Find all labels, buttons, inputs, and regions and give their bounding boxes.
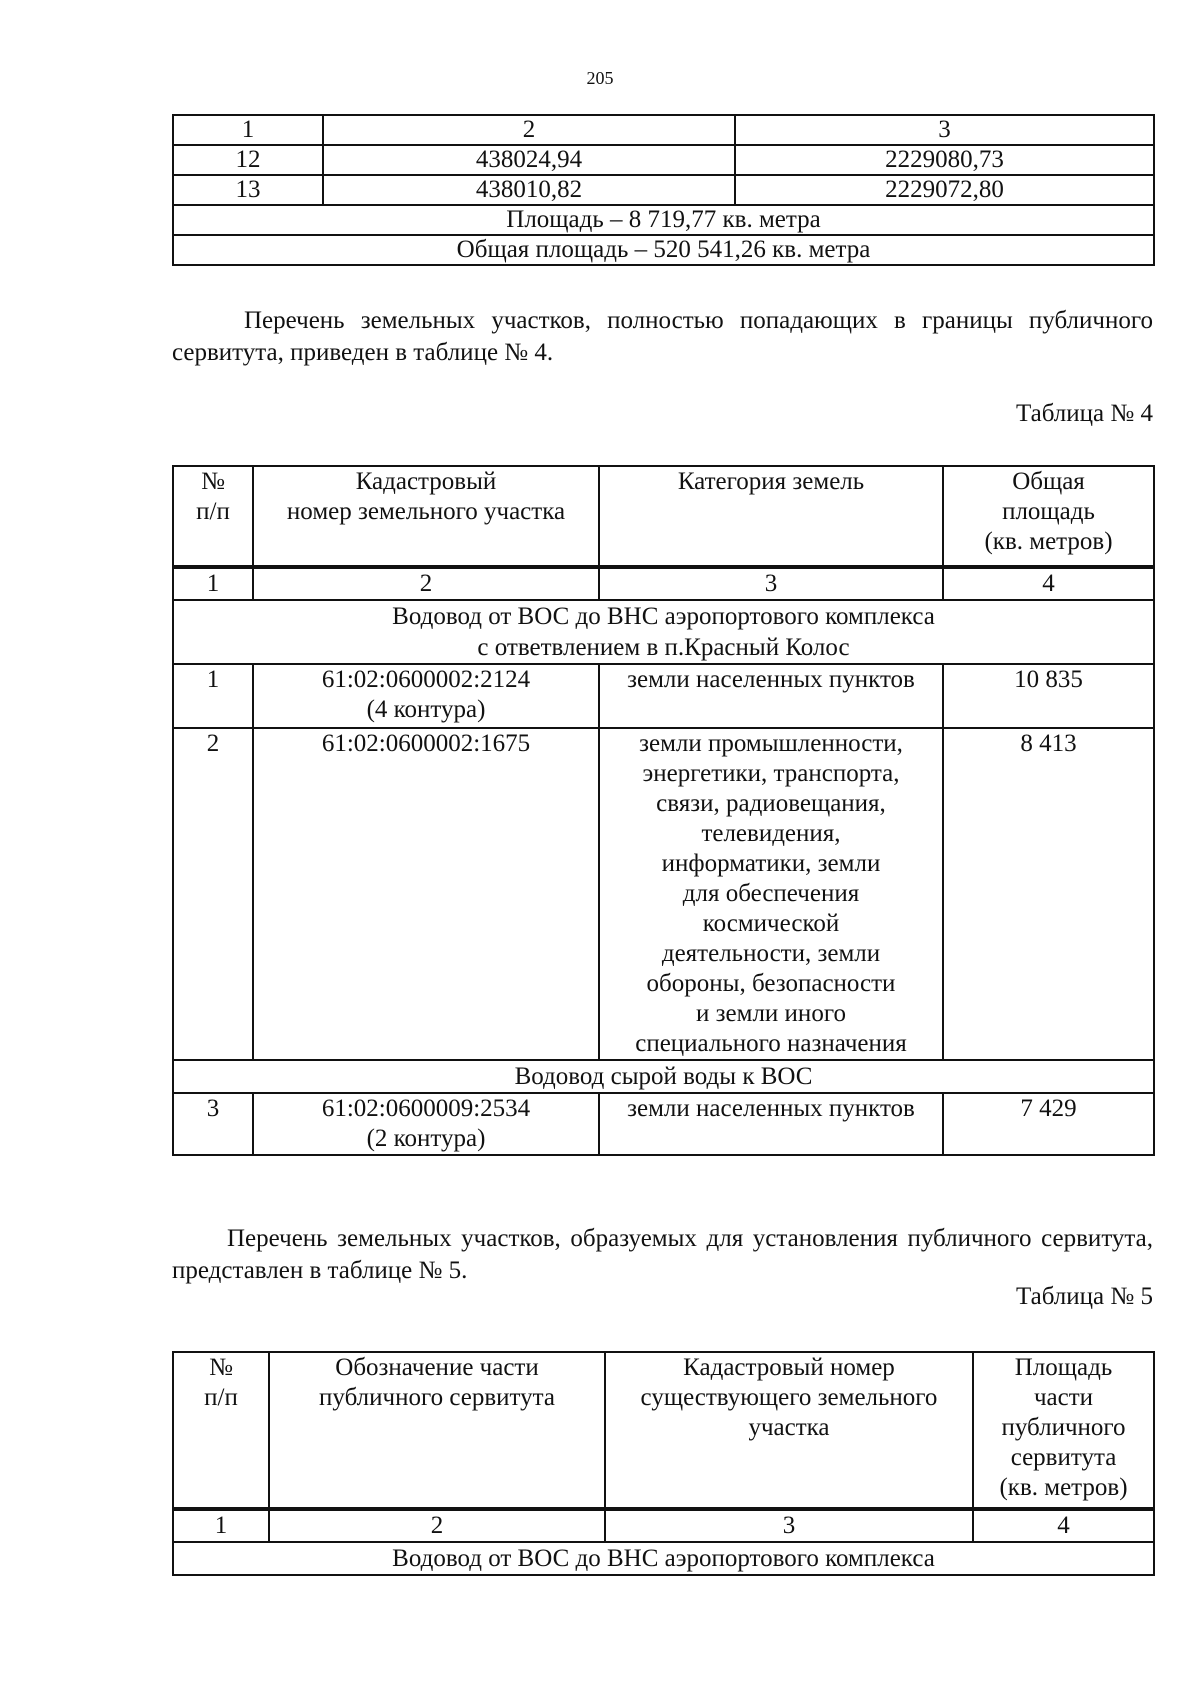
cadastral-number: 61:02:0600002:1675 (253, 728, 599, 1060)
coordinate-x: 438024,94 (323, 145, 735, 175)
area-row (173, 205, 1154, 235)
column-number: 2 (323, 115, 735, 145)
table-row (173, 145, 1154, 175)
land-category: земли промышленности, энергетики, транспорта, связи, радиовещания, телевидения, информатики, земли для обеспечения космической деятельности, земли обороны, безопасности и земли иного специального назначения (599, 728, 943, 1060)
land-plots-table (172, 465, 1155, 1156)
total-area-row (173, 235, 1154, 265)
column-number: 1 (173, 1509, 269, 1542)
header-category: Категория земель (599, 466, 943, 567)
row-number: 2 (173, 728, 253, 1060)
plot-area: 10 835 (943, 664, 1154, 728)
row-number: 3 (173, 1093, 253, 1155)
table-header-row (173, 1352, 1154, 1509)
column-number: 1 (173, 567, 253, 600)
plot-area: 8 413 (943, 728, 1154, 1060)
point-number: 13 (173, 175, 323, 205)
column-numbers-row (173, 1509, 1154, 1542)
header-cadastral: Кадастровый номер земельного участка (253, 466, 599, 567)
header-no: № п/п (173, 466, 253, 567)
section-row (173, 600, 1154, 664)
table-header-row (173, 466, 1154, 567)
land-category: земли населенных пунктов (599, 1093, 943, 1155)
area-text: Площадь – 8 719,77 кв. метра (173, 205, 1154, 235)
page-number: 205 (586, 68, 614, 88)
paragraph-table5-intro: Перечень земельных участков, образуемых для установления публичного сервитута, представлен в таблице № 5. (172, 1225, 1153, 1284)
header-area: Общая площадь (кв. метров) (943, 466, 1154, 567)
header-no: № п/п (173, 1352, 269, 1509)
total-area-text: Общая площадь – 520 541,26 кв. метра (173, 235, 1154, 265)
servitude-parts-table (172, 1351, 1155, 1576)
coordinate-y: 2229080,73 (735, 145, 1154, 175)
section-row (173, 1060, 1154, 1093)
section-title: Водовод сырой воды к ВОС (173, 1060, 1154, 1093)
table-header-row (173, 115, 1154, 145)
table5-caption: Таблица № 5 (1015, 1283, 1153, 1310)
point-number: 12 (173, 145, 323, 175)
column-number: 4 (973, 1509, 1154, 1542)
coordinate-y: 2229072,80 (735, 175, 1154, 205)
plot-area: 7 429 (943, 1093, 1154, 1155)
column-number: 3 (599, 567, 943, 600)
column-number: 3 (605, 1509, 973, 1542)
table-row (173, 1093, 1154, 1155)
paragraph-table4-intro: Перечень земельных участков, полностью попадающих в границы публичного сервитута, приведен в таблице № 4. (172, 307, 1153, 366)
table-row (173, 728, 1154, 1060)
cadastral-number: 61:02:0600002:2124 (4 контура) (253, 664, 599, 728)
header-area: Площадь части публичного сервитута (кв. метров) (973, 1352, 1154, 1509)
column-number: 3 (735, 115, 1154, 145)
cadastral-number: 61:02:0600009:2534 (2 контура) (253, 1093, 599, 1155)
table-row (173, 175, 1154, 205)
header-part: Обозначение части публичного сервитута (269, 1352, 605, 1509)
coordinates-table (172, 114, 1155, 266)
column-number: 1 (173, 115, 323, 145)
column-numbers-row (173, 567, 1154, 600)
table4-caption: Таблица № 4 (1015, 400, 1153, 427)
coordinate-x: 438010,82 (323, 175, 735, 205)
land-category: земли населенных пунктов (599, 664, 943, 728)
section-title: Водовод от ВОС до ВНС аэропортового комплекса с ответвлением в п.Красный Колос (173, 600, 1154, 664)
header-cadastral: Кадастровый номер существующего земельного участка (605, 1352, 973, 1509)
table-row (173, 664, 1154, 728)
column-number: 2 (253, 567, 599, 600)
column-number: 2 (269, 1509, 605, 1542)
row-number: 1 (173, 664, 253, 728)
section-row (173, 1542, 1154, 1575)
section-title: Водовод от ВОС до ВНС аэропортового комплекса (173, 1542, 1154, 1575)
column-number: 4 (943, 567, 1154, 600)
